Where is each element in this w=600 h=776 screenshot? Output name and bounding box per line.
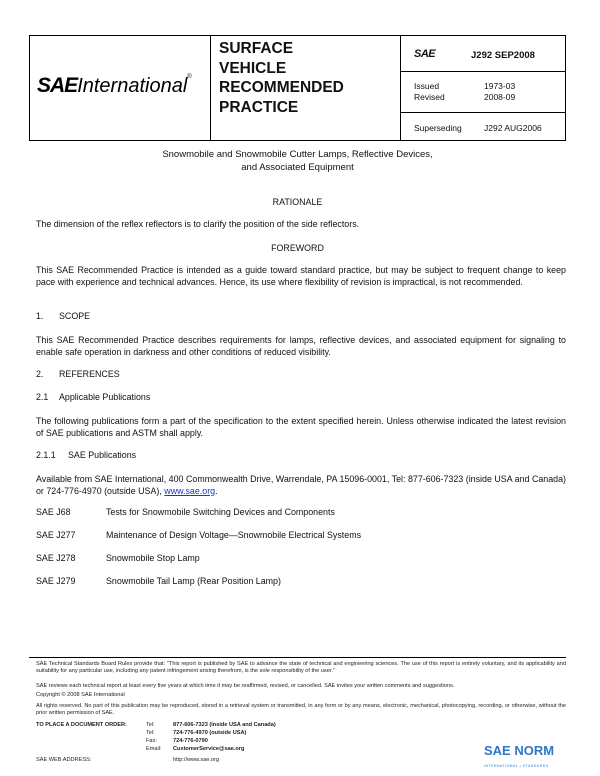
doc-number-row	[401, 36, 566, 72]
availability-text: Available from SAE International, 400 Commonwealth Drive, Warrendale, PA 15096-0001, Tel: 877-606-7323 (inside USA and Canada) or 724-776-4970 (outside USA), www.sae.org.	[36, 474, 566, 496]
superseding-label: Superseding	[414, 123, 462, 133]
sae-international-logo: SAEInternational®	[37, 74, 192, 97]
footer-divider	[29, 657, 566, 658]
document-title: Snowmobile and Snowmobile Cutter Lamps, Reflective Devices, and Associated Equipment	[162, 149, 433, 173]
tel1-label: Tel:	[146, 722, 155, 728]
small-sae-logo: SAE	[414, 48, 436, 60]
references-heading: 2. REFERENCES	[36, 369, 120, 379]
header-info-cell	[401, 36, 566, 140]
issued-value: 1973-03	[484, 81, 516, 91]
footer-rules-text: SAE Technical Standards Board Rules provide that: "This report is published by SAE to advance the state of technical and engineering sciences. The use of this report is entirely voluntary, and its applicability and suitability for any particular use, including any patent infringement arising therefrom, is the sole responsibility of the user."	[36, 661, 566, 675]
revised-value: 2008-09	[484, 92, 516, 102]
header-doc-type-cell	[211, 36, 401, 140]
document-header	[29, 35, 566, 141]
foreword-text: This SAE Recommended Practice is intended as a guide toward standard practice, but may be subject to frequent change to keep pace with experience and technical advances. Hence, its use where flexibility of revision is impractical, is not recommended.	[36, 265, 566, 287]
document-type: SURFACE VEHICLE RECOMMENDED PRACTICE	[219, 40, 344, 116]
footer-review-text: SAE reviews each technical report at least every five years at which time it may be reaffirmed, revised, or cancelled. SAE invites your written comments and suggestions.	[36, 683, 455, 689]
issued-label: Issued	[414, 81, 440, 91]
rationale-text: The dimension of the reflex reflectors is to clarify the position of the side reflectors.	[36, 219, 360, 229]
foreword-heading: FOREWORD	[271, 243, 324, 253]
web-label: SAE WEB ADDRESS:	[36, 757, 92, 763]
applicable-publications-heading: 2.1 Applicable Publications	[36, 392, 151, 402]
reference-item: SAE J278 Snowmobile Stop Lamp	[36, 553, 200, 563]
sae-website-link[interactable]: www.sae.org	[164, 486, 216, 496]
email-label: Email:	[146, 746, 162, 752]
email-value[interactable]: CustomerService@sae.org	[173, 746, 245, 752]
tel1-value[interactable]: 877-606-7323 (inside USA and Canada)	[173, 722, 276, 728]
document-number: J292 SEP2008	[471, 50, 535, 61]
footer-copyright: Copyright © 2008 SAE International	[36, 692, 125, 698]
footer-rights-text: All rights reserved. No part of this publication may be reproduced, stored in a retrieval system or transmitted, in any form or by any means, electronic, mechanical, photocopying, recording, or otherwise, without the prior written permission of SAE.	[36, 703, 566, 717]
scope-text: This SAE Recommended Practice describes requirements for lamps, reflective devices, and associated equipment for signaling to enable safe operation in darkness and other conditions of reduced visibility.	[36, 335, 566, 357]
rationale-heading: RATIONALE	[272, 197, 323, 207]
revised-label: Revised	[414, 92, 445, 102]
tel2-value[interactable]: 724-776-4970 (outside USA)	[173, 730, 247, 736]
header-logo-cell	[30, 36, 211, 140]
reference-item: SAE J277 Maintenance of Design Voltage—Snowmobile Electrical Systems	[36, 530, 362, 540]
applicable-publications-text: The following publications form a part of the specification to the extent specified herein. Unless otherwise indicated the latest revision of SAE publications and ASTM shall apply.	[36, 416, 566, 438]
sae-norm-tagline: INTERNATIONAL • STANDARDS	[484, 764, 549, 768]
scope-heading: 1. SCOPE	[36, 311, 91, 321]
fax-label: Fax:	[146, 738, 157, 744]
order-label: TO PLACE A DOCUMENT ORDER:	[36, 722, 127, 728]
sae-norm-logo: SAE NORM	[484, 743, 555, 758]
fax-value: 724-776-0790	[173, 738, 208, 744]
superseding-row	[401, 112, 566, 140]
reference-item: SAE J279 Snowmobile Tail Lamp (Rear Position Lamp)	[36, 576, 281, 586]
web-value[interactable]: http://www.sae.org	[173, 757, 220, 763]
reference-item: SAE J68 Tests for Snowmobile Switching Devices and Components	[36, 507, 335, 517]
superseding-value: J292 AUG2006	[484, 123, 542, 133]
sae-publications-heading: 2.1.1 SAE Publications	[36, 450, 137, 460]
tel2-label: Tel:	[146, 730, 155, 736]
